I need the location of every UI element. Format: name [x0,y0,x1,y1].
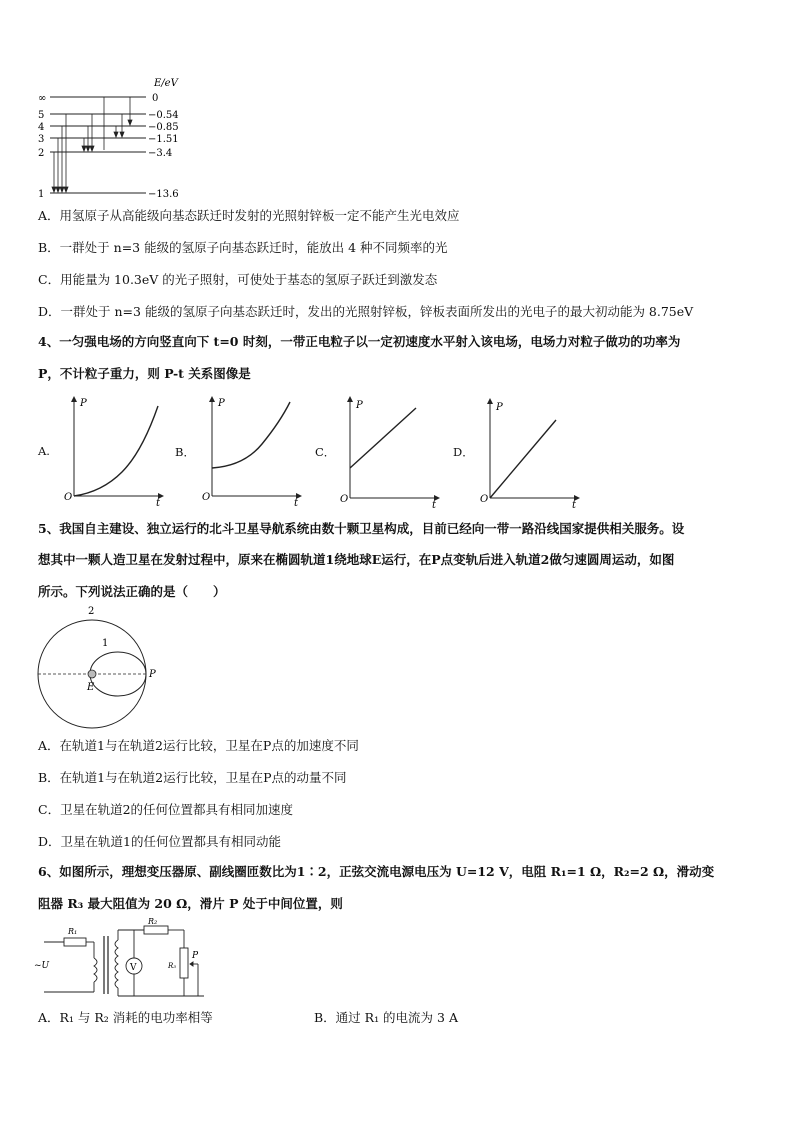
q5-option-d: D．卫星在轨道1的任何位置都具有相同动能 [38,834,281,849]
level-e-inf: 0 [152,93,159,104]
q4-graph-d-xlabel: t [572,500,577,511]
q4-graph-a-origin: O [64,492,73,503]
transition-arrows [52,97,132,192]
q4-graph-c-option: C． [315,445,336,459]
level-n-1: 1 [38,189,45,198]
q4-graph-d-line [490,420,556,498]
q5-stem-line1: 5、我国自主建设、独立运行的北斗卫星导航系统由数十颗卫星构成，目前已经向一带一路沿线国家提供相关服务。设 [38,521,685,536]
orbit-2-label: 2 [88,606,95,617]
q6-stem-line1: 6、如图所示，理想变压器原、副线圈匝数比为1∶2，正弦交流电源电压为 U=12 V，电阻 R₁=1 Ω，R₂=2 Ω，滑动变 [38,864,715,879]
q4-graph-c-xlabel: t [432,500,437,510]
slider-label: P [192,951,199,961]
resistor-r2 [144,926,168,934]
level-e-1: −13.6 [148,189,179,198]
q4-graph-c-line [350,408,416,468]
q4-graph-b-ylabel: P [218,398,225,409]
energy-level-diagram [34,72,194,198]
earth-label: E [87,682,95,693]
secondary-coil [115,940,118,988]
q4-graph-c-origin: O [340,494,349,505]
q6-option-a: A．R₁ 与 R₂ 消耗的电功率相等 [38,1010,213,1025]
q3-option-a: A．用氢原子从高能级向基态跃迁时发射的光照射锌板一定不能产生光电效应 [38,208,460,223]
q4-graph-b-curve [212,402,290,468]
level-n-5: 5 [38,110,45,121]
r3-label: R₃ [168,962,177,970]
q4-graph-b-origin: O [202,492,211,503]
r1-label: R₁ [68,927,78,936]
level-n-4: 4 [38,122,45,133]
q4-graph-d-origin: O [480,494,489,505]
orbit-1-label: 1 [102,638,109,649]
earth-dot [88,670,96,678]
q4-graph-d-option: D． [453,445,474,459]
rheostat-r3 [180,948,188,978]
orbit-figure [34,604,164,732]
q3-option-b: B．一群处于 n=3 能级的氢原子向基态跃迁时，能放出 4 种不同频率的光 [38,240,448,255]
primary-coil [94,958,97,982]
q4-graph-b-option: B． [175,445,195,459]
q6-stem-line2: 阻器 R₃ 最大阻值为 20 Ω，滑片 P 处于中间位置，则 [38,896,343,911]
level-e-4: −0.85 [148,122,179,133]
q6-option-b: B．通过 R₁ 的电流为 3 A [314,1010,458,1025]
q4-graph-d [478,394,588,512]
source-label: ~U [34,961,50,971]
q4-graph-b-xlabel: t [294,498,299,508]
q5-option-b: B．在轨道1与在轨道2运行比较，卫星在P点的动量不同 [38,770,347,785]
q3-option-c: C．用能量为 10.3eV 的光子照射，可使处于基态的氢原子跃迁到激发态 [38,272,438,287]
q4-graph-a-curve [74,406,158,496]
q4-graph-d-ylabel: P [496,402,503,413]
level-e-3: −1.51 [148,134,179,145]
level-n-2: 2 [38,148,45,159]
resistor-r1 [64,938,86,946]
r2-label: R₂ [148,918,158,926]
level-n-3: 3 [38,134,45,145]
q4-graph-a [62,392,172,508]
q4-graph-a-option: A. [38,444,50,458]
q5-option-c: C．卫星在轨道2的任何位置都具有相同加速度 [38,802,294,817]
q4-graph-a-ylabel: P [80,398,87,409]
q4-stem-line1: 4、一匀强电场的方向竖直向下 t=0 时刻，一带正电粒子以一定初速度水平射入该电场，电场力对粒子做功的功率为 [38,334,681,349]
q4-graph-a-xlabel: t [156,498,161,508]
q4-graph-b [200,392,310,508]
transformer-circuit [34,918,224,1002]
level-e-5: −0.54 [148,110,179,121]
q5-stem-line3: 所示。下列说法正确的是（ ） [38,584,226,599]
q4-graph-c-ylabel: P [356,400,363,411]
point-p-label: P [149,669,156,680]
q5-stem-line2: 想其中一颗人造卫星在发射过程中，原来在椭圆轨道1绕地球E运行，在P点变轨后进入轨道2做匀速圆周运动，如图 [38,552,675,567]
level-n-inf: ∞ [38,93,47,104]
level-e-2: −3.4 [148,148,173,159]
energy-axis-label: E/eV [154,78,178,89]
q3-option-d: D．一群处于 n=3 能级的氢原子向基态跃迁时，发出的光照射锌板，锌板表面所发出的光电子的最大初动能为 8.75eV [38,304,694,319]
q4-stem-line2: P，不计粒子重力，则 P-t 关系图像是 [38,366,251,381]
q4-graph-c [338,392,448,510]
voltmeter-label: V [130,963,137,973]
q5-option-a: A．在轨道1与在轨道2运行比较，卫星在P点的加速度不同 [38,738,359,753]
